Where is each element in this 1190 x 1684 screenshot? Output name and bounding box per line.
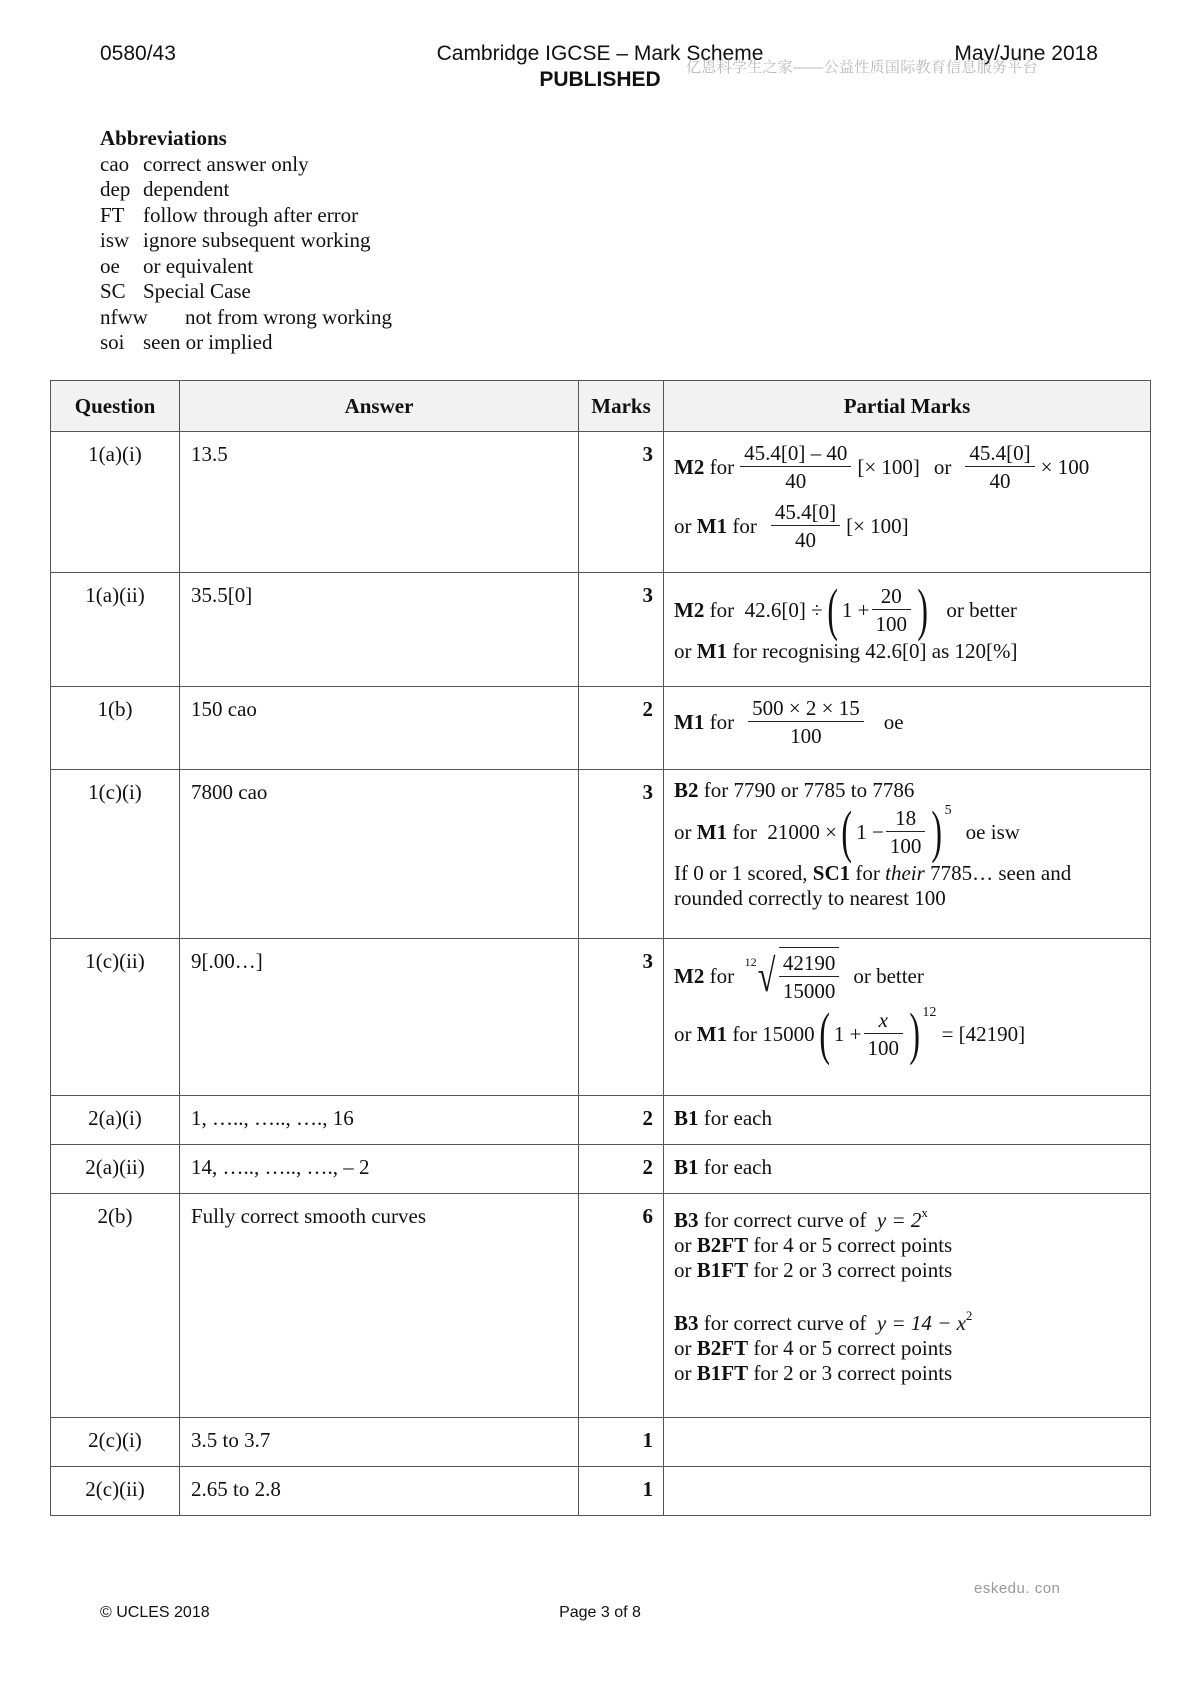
question-cell: 2(a)(ii) [51,1145,180,1194]
abbreviations-list [100,126,392,356]
abbreviation-item: dep dependent [100,177,230,201]
partial-marks-cell: M2 for 12 √ $\frac{42190}{15000}$ or better or M1 for 15000 ( 1 + $\frac{x}{100}$ ) 12 = [42190] [664,939,1151,1096]
answer-cell: 1, ….., ….., …., 16 [180,1096,579,1145]
page-number: Page 3 of 8 [559,1604,641,1621]
marks-cell: 3 [579,939,664,1096]
partial-marks-cell: B3 for correct curve of y = 2 x or B2FT for 4 or 5 correct points or B1FT for 2 or 3 correct points B3 for correct curve of y = 14 − x 2 or B2FT for 4 or 5 correct points or B1FT for 2 or 3 correct points [664,1194,1151,1418]
header-partial-marks: Partial Marks [664,381,1151,432]
table-row [51,573,1151,687]
partial-marks-cell: B2 for 7790 or 7785 to 7786 or M1 for 21000 × ( 1 − $\frac{18}{100}$ ) 5 oe isw If 0 or 1 scored, SC1 for their 7785… seen and rounded correctly to nearest 100 [664,770,1151,939]
table-row [51,939,1151,1096]
copyright: © UCLES 2018 [100,1604,210,1621]
table-header-row [51,381,1151,432]
partial-marks-cell: M2 for 42.6[0] ÷ ( 1 + $\frac{20}{100}$ ) or better or M1 for recognising 42.6[0] as 120[%] [664,573,1151,687]
table-row [51,1145,1151,1194]
answer-cell: 14, ….., ….., …., – 2 [180,1145,579,1194]
partial-marks-cell: B1 for each [664,1145,1151,1194]
abbreviation-item: oe or equivalent [100,253,254,278]
exam-session: May/June 2018 [954,42,1098,65]
document-title: Cambridge IGCSE – Mark Scheme [436,42,764,65]
marks-cell: 3 [579,432,664,573]
table-row [51,1194,1151,1418]
partial-marks-cell [664,1418,1151,1467]
partial-marks-cell: B1 for each [664,1096,1151,1145]
question-cell: 1(b) [51,687,180,770]
question-cell: 2(b) [51,1194,180,1418]
marks-cell: 3 [579,770,664,939]
partial-marks-cell: M2 for $\frac{45.4[0] - 40}{40}$ [× 100] or $\frac{45.4[0]}{40}$ × 100 or M1 for $\frac{45.4[0]}{40}$ [× 100] [664,432,1151,573]
answer-cell: 3.5 to 3.7 [180,1418,579,1467]
site-watermark: eskedu. con [974,1580,1061,1597]
question-cell: 1(c)(i) [51,770,180,939]
marks-cell: 3 [579,573,664,687]
table-row [51,770,1151,939]
header-question: Question [51,381,180,432]
question-cell: 2(c)(i) [51,1418,180,1467]
answer-cell: 13.5 [180,432,579,573]
table-row [51,687,1151,770]
abbreviation-item: FT follow through after error [100,202,359,227]
header-answer: Answer [180,381,579,432]
question-cell: 2(a)(i) [51,1096,180,1145]
marks-cell: 1 [579,1467,664,1516]
header-marks: Marks [579,381,664,432]
question-cell: 1(a)(i) [51,432,180,573]
marks-cell: 2 [579,687,664,770]
table-row [51,432,1151,573]
published-label: PUBLISHED [539,68,661,91]
table-row [51,1418,1151,1467]
abbreviation-item: SC Special Case [100,279,251,303]
partial-marks-cell [664,1467,1151,1516]
marks-cell: 2 [579,1145,664,1194]
abbreviation-item: soi seen or implied [100,330,273,354]
marks-cell: 1 [579,1418,664,1467]
answer-cell: 7800 cao [180,770,579,939]
abbreviation-item: isw ignore subsequent working [100,228,371,252]
abbreviation-item: cao correct answer only [100,151,309,176]
abbreviation-item: nfww not from wrong working [100,304,393,329]
abbreviations-title: Abbreviations [100,126,227,150]
table-row [51,1467,1151,1516]
question-cell: 2(c)(ii) [51,1467,180,1516]
question-cell: 1(c)(ii) [51,939,180,1096]
twelfth-root: 12 √ $\frac{42190}{15000}$ [745,947,840,1005]
table-row [51,1096,1151,1145]
answer-cell: 150 cao [180,687,579,770]
watermark-text: 亿恩科学生之家——公益性质国际教育信息服务平台 [686,59,1038,76]
answer-cell: 35.5[0] [180,573,579,687]
marks-cell: 6 [579,1194,664,1418]
mark-scheme-table [50,380,1151,1516]
partial-marks-cell: M1 for $\frac{500 \times 2 \times 15}{100}$ oe [664,687,1151,770]
answer-cell: Fully correct smooth curves [180,1194,579,1418]
marks-cell: 2 [579,1096,664,1145]
answer-cell: 2.65 to 2.8 [180,1467,579,1516]
syllabus-code: 0580/43 [100,42,176,65]
answer-cell: 9[.00…] [180,939,579,1096]
question-cell: 1(a)(ii) [51,573,180,687]
